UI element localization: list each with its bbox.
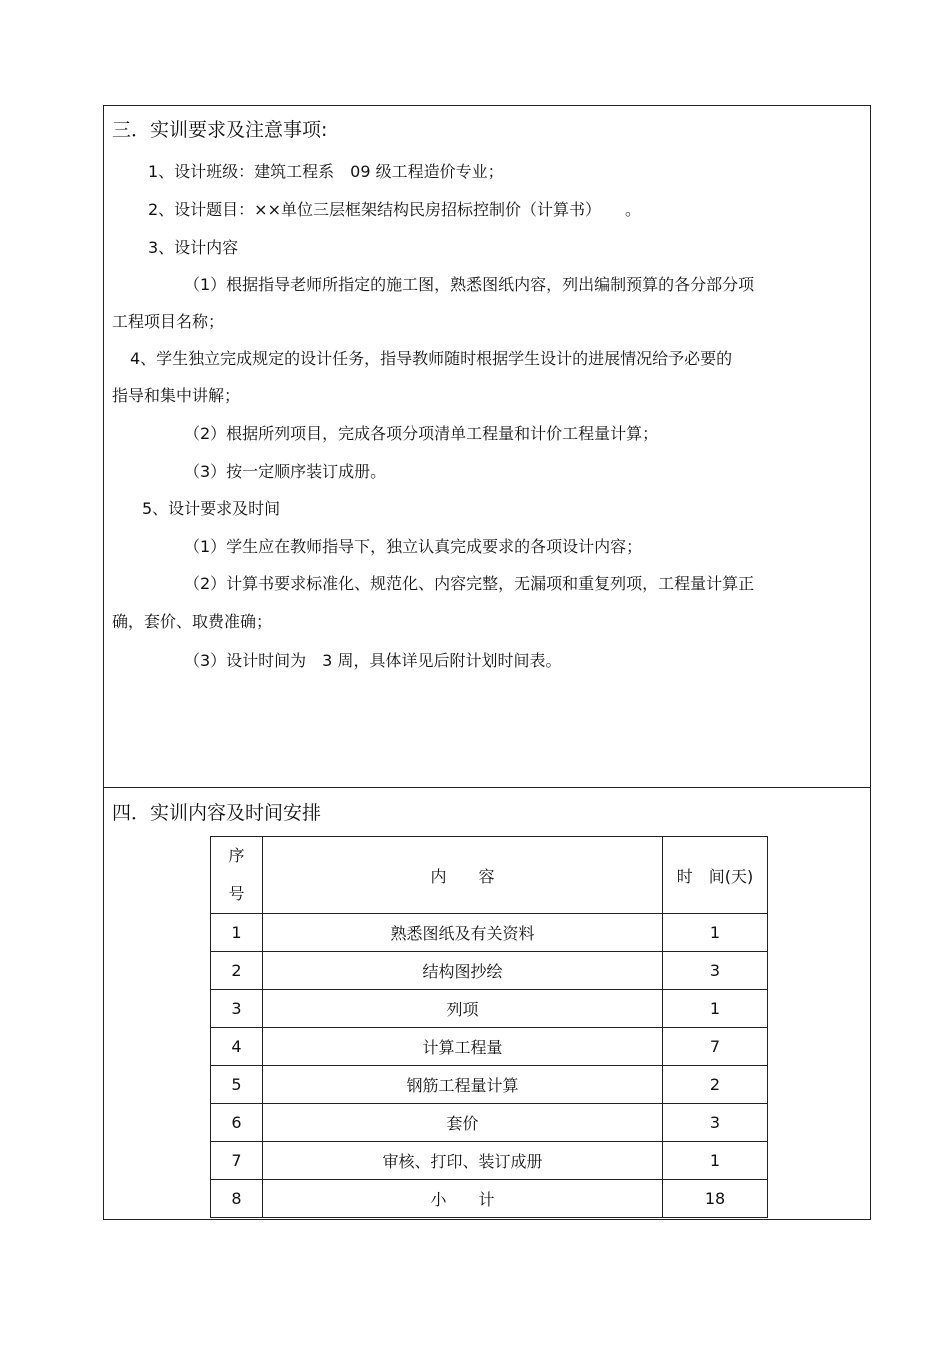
- row-days: 3: [663, 1104, 768, 1142]
- table-row: [211, 914, 768, 952]
- row-no: 3: [211, 990, 263, 1028]
- document-frame: [103, 105, 871, 1220]
- schedule-table: [210, 836, 768, 1218]
- table-row: [211, 1180, 768, 1218]
- requirement-line: 2、设计题目：××单位三层框架结构民房招标控制价（计算书） 。: [148, 200, 641, 219]
- row-no: 5: [211, 1066, 263, 1104]
- row-no: 6: [211, 1104, 263, 1142]
- row-days: 3: [663, 952, 768, 990]
- requirement-line: 4、学生独立完成规定的设计任务，指导教师随时根据学生设计的进展情况给予必要的: [130, 349, 733, 368]
- row-content: 套价: [263, 1104, 663, 1142]
- table-row: [211, 952, 768, 990]
- header-content: 内 容: [263, 837, 663, 914]
- section3-heading: 三．实训要求及注意事项:: [112, 119, 328, 141]
- section-divider: [104, 787, 870, 788]
- requirement-line: 1、设计班级：建筑工程系 09 级工程造价专业；: [148, 162, 504, 181]
- row-content: 结构图抄绘: [263, 952, 663, 990]
- row-days: 1: [663, 1142, 768, 1180]
- section4-heading: 四．实训内容及时间安排: [112, 802, 322, 824]
- header-no: [211, 837, 263, 914]
- row-content: 钢筋工程量计算: [263, 1066, 663, 1104]
- row-no: 7: [211, 1142, 263, 1180]
- row-content: 列项: [263, 990, 663, 1028]
- table-row: [211, 1104, 768, 1142]
- requirement-line: （1）根据指导老师所指定的施工图，熟悉图纸内容，列出编制预算的各分部分项: [184, 275, 755, 294]
- requirement-line: 工程项目名称；: [112, 312, 225, 331]
- table-row: [211, 1028, 768, 1066]
- requirement-line: （3）设计时间为 3 周，具体详见后附计划时间表。: [184, 651, 562, 670]
- requirement-line: （3）按一定顺序装订成册。: [184, 462, 387, 481]
- row-days: 1: [663, 990, 768, 1028]
- row-content: 计算工程量: [263, 1028, 663, 1066]
- requirement-line: 确，套价、取费准确；: [112, 612, 273, 631]
- table-header-row: [211, 837, 768, 914]
- row-days: 2: [663, 1066, 768, 1104]
- requirement-line: （2）根据所列项目，完成各项分项清单工程量和计价工程量计算；: [184, 424, 659, 443]
- requirement-line: （1）学生应在教师指导下，独立认真完成要求的各项设计内容；: [184, 537, 643, 556]
- row-content: 小 计: [263, 1180, 663, 1218]
- requirement-line: 5、设计要求及时间: [142, 499, 281, 518]
- requirement-line: （2）计算书要求标准化、规范化、内容完整，无漏项和重复列项，工程量计算正: [184, 574, 755, 593]
- row-content: 熟悉图纸及有关资料: [263, 914, 663, 952]
- table-row: [211, 1066, 768, 1104]
- table-row: [211, 1142, 768, 1180]
- row-content: 审核、打印、装订成册: [263, 1142, 663, 1180]
- row-days: 7: [663, 1028, 768, 1066]
- row-no: 1: [211, 914, 263, 952]
- header-time: 时 间(天): [663, 837, 768, 914]
- header-no-bottom: 号: [228, 884, 245, 903]
- row-no: 8: [211, 1180, 263, 1218]
- row-no: 4: [211, 1028, 263, 1066]
- requirement-line: 指导和集中讲解；: [112, 386, 241, 405]
- row-days: 1: [663, 914, 768, 952]
- row-days: 18: [663, 1180, 768, 1218]
- requirement-line: 3、设计内容: [148, 238, 239, 257]
- row-no: 2: [211, 952, 263, 990]
- header-no-top: 序: [228, 846, 245, 865]
- table-row: [211, 990, 768, 1028]
